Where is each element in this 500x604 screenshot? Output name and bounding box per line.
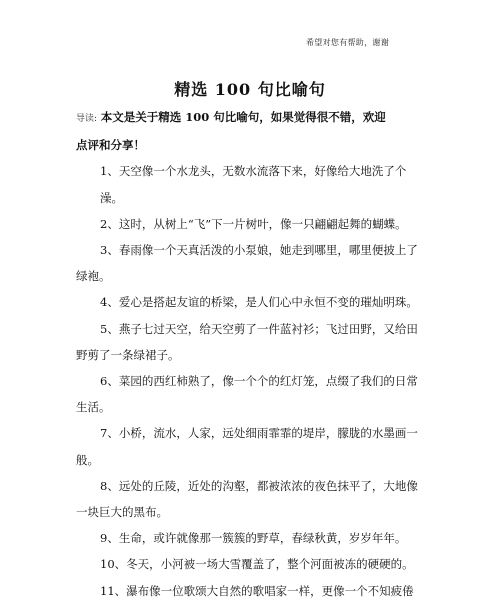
item-line-1: 8、远处的丘陵，近处的沟壑，都被浓浓的夜色抹平了，大地像 — [100, 478, 418, 493]
intro-line-1: 本文是关于精选 100 句比喻句，如果觉得很不错，欢迎 — [100, 110, 386, 124]
document-body — [76, 104, 421, 604]
item-line-2: 绿袍。 — [76, 269, 111, 284]
item-line-1: 1、天空像一个水龙头，无数水流落下来，好像给大地洗了个澡。 — [100, 164, 407, 205]
item-line-2: 生活。 — [76, 400, 111, 415]
header-note: 希望对您有帮助，谢谢 — [306, 38, 389, 47]
list-item — [76, 551, 421, 577]
document-title: 精选 100 句比喻句 — [174, 80, 326, 99]
list-item — [76, 289, 421, 315]
list-item — [76, 237, 421, 289]
item-line-1: 9、生命，或许就像那一簇簇的野草，春绿秋黄，岁岁年年。 — [100, 531, 407, 546]
list-item — [76, 473, 421, 525]
item-line-2: 一块巨大的黑布。 — [76, 505, 168, 520]
item-line-1: 3、春雨像一个天真活泼的小泵娘，她走到哪里，哪里便披上了 — [100, 243, 418, 258]
list-item — [76, 316, 421, 368]
list-item — [76, 525, 421, 551]
intro-paragraph — [76, 104, 421, 158]
item-line-2: 般。 — [76, 452, 99, 467]
item-line-1: 10、冬天，小河被一场大雪覆盖了，整个河面被冻的硬硬的。 — [100, 557, 414, 572]
item-line-1: 7、小桥，流水，人家，远处细雨霏霏的堤岸，朦胧的水墨画一 — [100, 426, 418, 441]
item-line-1: 6、菜园的西红柿熟了，像一个个的红灯笼，点缀了我们的日常 — [100, 374, 418, 389]
item-line-2: 野剪了一条绿裙子。 — [76, 347, 180, 362]
item-line-1: 11、瀑布像一位歌颂大自然的歌唱家一样，更像一个不知疲倦 — [100, 583, 414, 598]
list-item — [76, 420, 421, 472]
list-item — [76, 368, 421, 420]
list-item — [76, 158, 421, 210]
intro-label: 导读: — [76, 114, 98, 124]
item-line-1: 2、这时，从树上“飞”下一片树叶，像一只翩翩起舞的蝴蝶。 — [100, 216, 407, 231]
list-item — [76, 211, 421, 237]
list-item — [76, 578, 421, 604]
item-line-1: 5、燕子七过天空，给天空剪了一件蓝衬衫；飞过田野，又给田 — [100, 321, 418, 336]
intro-line-2: 点评和分享！ — [76, 138, 145, 153]
item-line-1: 4、爱心是搭起友谊的桥梁，是人们心中永恒不变的璀灿明珠。 — [100, 295, 418, 310]
